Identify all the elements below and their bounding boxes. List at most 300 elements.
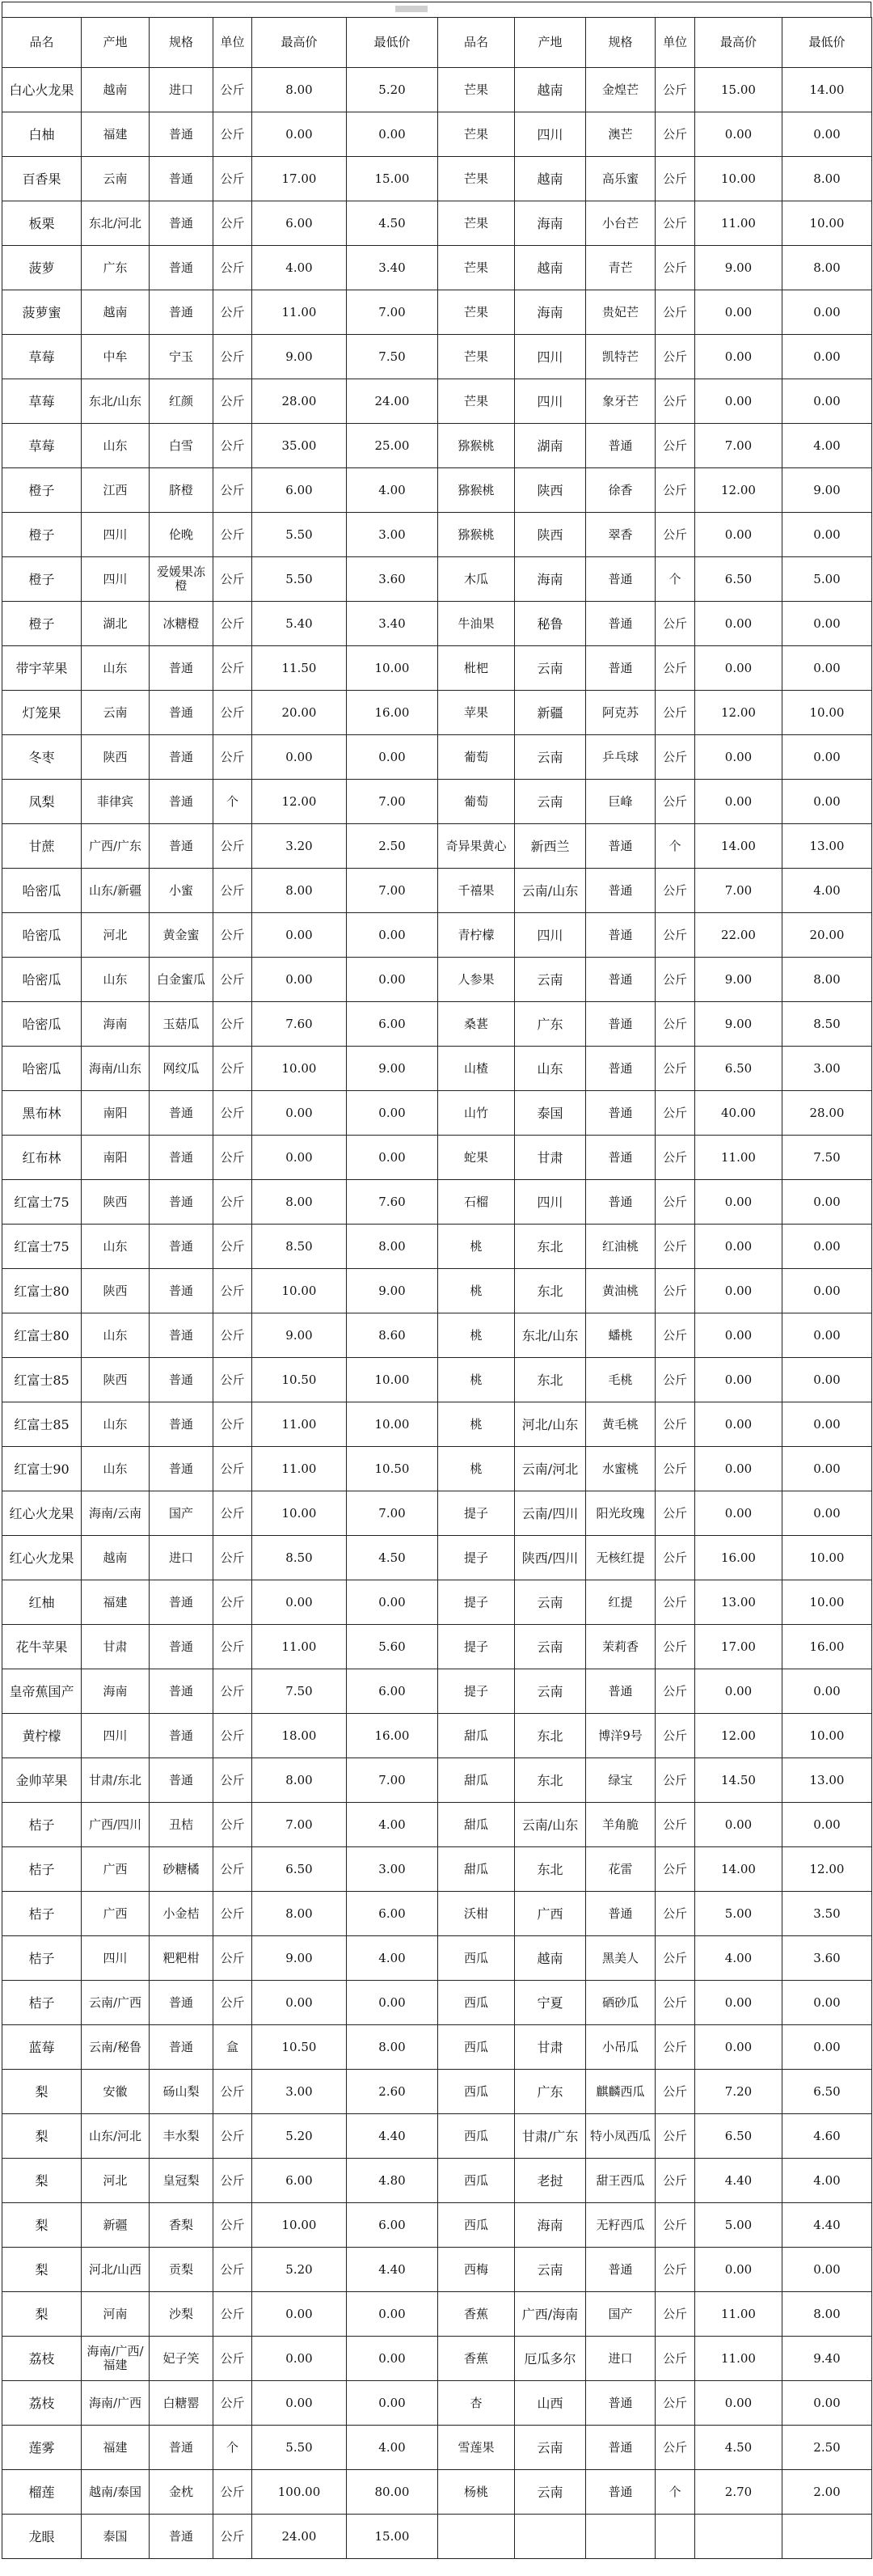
cell-name-left: 红富士85	[2, 1358, 82, 1402]
cell-name-right: 杏	[438, 2381, 515, 2426]
table-body	[2, 68, 872, 2559]
cell-min-price-left: 10.50	[347, 1447, 438, 1491]
cell-unit-right: 公斤	[656, 513, 695, 557]
cell-unit-right: 公斤	[656, 1269, 695, 1313]
cell-name-right: 葡萄	[438, 780, 515, 824]
cell-name-left: 哈密瓜	[2, 913, 82, 958]
cell-min-price-right: 0.00	[782, 1313, 872, 1358]
table-row	[2, 780, 872, 824]
table-row	[2, 1136, 872, 1180]
header-origin-right: 产地	[515, 18, 586, 68]
cell-max-price-left: 12.00	[252, 780, 347, 824]
cell-origin-left: 广东	[82, 246, 150, 290]
cell-name-left: 金帅苹果	[2, 1758, 82, 1803]
cell-unit-left: 公斤	[213, 468, 252, 513]
cell-max-price-right: 12.00	[695, 468, 782, 513]
cell-min-price-right: 4.00	[782, 869, 872, 913]
cell-max-price-left: 11.50	[252, 646, 347, 691]
cell-spec-left: 白糖罂	[150, 2381, 213, 2426]
cell-max-price-left: 9.00	[252, 1313, 347, 1358]
cell-spec-left: 白雪	[150, 424, 213, 468]
cell-name-left: 莲雾	[2, 2426, 82, 2470]
cell-min-price-right: 0.00	[782, 335, 872, 379]
cell-min-price-left: 0.00	[347, 1981, 438, 2025]
cell-origin-right: 东北	[515, 1225, 586, 1269]
cell-spec-left: 普通	[150, 824, 213, 869]
cell-unit-right: 公斤	[656, 68, 695, 112]
cell-unit-left: 公斤	[213, 869, 252, 913]
table-row	[2, 335, 872, 379]
table-row	[2, 246, 872, 290]
cell-origin-right: 云南/山东	[515, 1803, 586, 1847]
sheet-top-strip	[2, 2, 871, 17]
cell-spec-right: 麒麟西瓜	[586, 2070, 656, 2114]
table-row	[2, 1714, 872, 1758]
cell-min-price-left: 4.00	[347, 1936, 438, 1981]
cell-max-price-left: 24.00	[252, 2515, 347, 2559]
cell-name-right: 芒果	[438, 112, 515, 157]
cell-min-price-left: 7.00	[347, 1491, 438, 1536]
cell-spec-left: 红颜	[150, 379, 213, 424]
cell-spec-right: 特小凤西瓜	[586, 2114, 656, 2159]
cell-spec-left: 普通	[150, 157, 213, 201]
cell-unit-left: 公斤	[213, 824, 252, 869]
cell-name-left: 榴莲	[2, 2470, 82, 2515]
cell-spec-left: 普通	[150, 2426, 213, 2470]
cell-spec-left: 冰糖橙	[150, 602, 213, 646]
cell-max-price-right: 0.00	[695, 1269, 782, 1313]
cell-min-price-right: 0.00	[782, 1402, 872, 1447]
cell-spec-right: 蟠桃	[586, 1313, 656, 1358]
cell-name-right: 芒果	[438, 379, 515, 424]
cell-origin-left: 河北/山西	[82, 2248, 150, 2292]
cell-max-price-left: 8.00	[252, 1758, 347, 1803]
cell-max-price-left: 4.00	[252, 246, 347, 290]
cell-origin-right: 云南	[515, 2426, 586, 2470]
cell-unit-right: 公斤	[656, 1536, 695, 1580]
cell-name-left: 荔枝	[2, 2381, 82, 2426]
cell-origin-left: 海南	[82, 1002, 150, 1047]
cell-name-left: 哈密瓜	[2, 1047, 82, 1091]
cell-spec-left: 妃子笑	[150, 2337, 213, 2381]
cell-name-right: 芒果	[438, 246, 515, 290]
cell-spec-right: 羊角脆	[586, 1803, 656, 1847]
cell-origin-right: 新西兰	[515, 824, 586, 869]
cell-name-right: 奇异果黄心	[438, 824, 515, 869]
cell-origin-right: 山西	[515, 2381, 586, 2426]
header-unit-right: 单位	[656, 18, 695, 68]
cell-min-price-left: 6.00	[347, 1002, 438, 1047]
cell-name-left: 桔子	[2, 1892, 82, 1936]
cell-max-price-right: 11.00	[695, 201, 782, 246]
cell-min-price-left: 16.00	[347, 691, 438, 735]
cell-max-price-left: 10.00	[252, 1269, 347, 1313]
cell-min-price-right: 0.00	[782, 1669, 872, 1714]
cell-spec-left: 网纹瓜	[150, 1047, 213, 1091]
cell-name-right: 桃	[438, 1269, 515, 1313]
cell-unit-left: 公斤	[213, 913, 252, 958]
cell-min-price-left: 4.00	[347, 468, 438, 513]
cell-spec-left: 爱媛果冻橙	[150, 557, 213, 602]
cell-spec-left: 普通	[150, 290, 213, 335]
cell-unit-right	[656, 2515, 695, 2559]
cell-min-price-left: 0.00	[347, 2337, 438, 2381]
cell-min-price-right: 9.40	[782, 2337, 872, 2381]
cell-max-price-right: 0.00	[695, 735, 782, 780]
cell-name-left: 红富士75	[2, 1225, 82, 1269]
cell-unit-left: 公斤	[213, 1936, 252, 1981]
cell-unit-left: 公斤	[213, 1892, 252, 1936]
cell-unit-right: 公斤	[656, 2114, 695, 2159]
cell-min-price-right: 13.00	[782, 1758, 872, 1803]
cell-origin-right: 云南	[515, 780, 586, 824]
cell-spec-right: 博洋9号	[586, 1714, 656, 1758]
cell-min-price-right: 0.00	[782, 513, 872, 557]
cell-spec-right: 黄油桃	[586, 1269, 656, 1313]
cell-name-left: 梨	[2, 2070, 82, 2114]
cell-name-right: 桃	[438, 1402, 515, 1447]
cell-spec-right: 普通	[586, 1892, 656, 1936]
cell-min-price-right: 0.00	[782, 379, 872, 424]
cell-spec-right: 无籽西瓜	[586, 2203, 656, 2248]
cell-name-left: 哈密瓜	[2, 869, 82, 913]
cell-min-price-right: 0.00	[782, 1491, 872, 1536]
cell-name-left: 红心火龙果	[2, 1491, 82, 1536]
cell-spec-left: 粑粑柑	[150, 1936, 213, 1981]
cell-spec-right: 普通	[586, 958, 656, 1002]
cell-max-price-right: 12.00	[695, 691, 782, 735]
cell-unit-right: 公斤	[656, 1714, 695, 1758]
cell-spec-right: 巨峰	[586, 780, 656, 824]
cell-origin-left: 泰国	[82, 2515, 150, 2559]
cell-unit-left: 公斤	[213, 1180, 252, 1225]
cell-spec-right: 普通	[586, 1047, 656, 1091]
cell-name-right: 桃	[438, 1358, 515, 1402]
cell-spec-right: 翠香	[586, 513, 656, 557]
cell-name-right: 沃柑	[438, 1892, 515, 1936]
cell-spec-right: 红提	[586, 1580, 656, 1625]
cell-spec-right: 普通	[586, 2426, 656, 2470]
table-row	[2, 424, 872, 468]
cell-max-price-left: 6.50	[252, 1847, 347, 1892]
cell-spec-right: 绿宝	[586, 1758, 656, 1803]
cell-name-right: 提子	[438, 1536, 515, 1580]
cell-min-price-right: 13.00	[782, 824, 872, 869]
cell-name-left: 冬枣	[2, 735, 82, 780]
cell-name-left: 橙子	[2, 602, 82, 646]
cell-name-right: 桑葚	[438, 1002, 515, 1047]
table-row	[2, 1491, 872, 1536]
cell-unit-right: 个	[656, 557, 695, 602]
cell-unit-right: 公斤	[656, 1180, 695, 1225]
cell-max-price-left: 6.00	[252, 2159, 347, 2203]
cell-spec-left: 普通	[150, 1981, 213, 2025]
cell-min-price-left: 2.60	[347, 2070, 438, 2114]
cell-max-price-right: 0.00	[695, 1225, 782, 1269]
cell-max-price-right: 6.50	[695, 2114, 782, 2159]
cell-max-price-left: 35.00	[252, 424, 347, 468]
cell-unit-left: 公斤	[213, 1625, 252, 1669]
cell-name-right: 甜瓜	[438, 1803, 515, 1847]
cell-name-left: 红柚	[2, 1580, 82, 1625]
cell-max-price-left: 5.40	[252, 602, 347, 646]
cell-spec-right: 黑美人	[586, 1936, 656, 1981]
cell-min-price-right: 12.00	[782, 1847, 872, 1892]
cell-max-price-left: 10.00	[252, 1047, 347, 1091]
cell-spec-left: 普通	[150, 1758, 213, 1803]
cell-unit-right: 个	[656, 824, 695, 869]
cell-origin-right: 四川	[515, 379, 586, 424]
cell-min-price-right: 16.00	[782, 1625, 872, 1669]
table-row	[2, 1225, 872, 1269]
table-row	[2, 557, 872, 602]
cell-max-price-left: 8.00	[252, 1892, 347, 1936]
cell-max-price-right: 9.00	[695, 958, 782, 1002]
cell-max-price-left: 5.50	[252, 557, 347, 602]
cell-min-price-right: 0.00	[782, 112, 872, 157]
cell-unit-left: 公斤	[213, 602, 252, 646]
cell-min-price-left: 8.00	[347, 1225, 438, 1269]
cell-max-price-right: 15.00	[695, 68, 782, 112]
cell-min-price-left: 0.00	[347, 2381, 438, 2426]
cell-max-price-right: 13.00	[695, 1580, 782, 1625]
cell-name-left: 红富士75	[2, 1180, 82, 1225]
cell-max-price-right: 0.00	[695, 1447, 782, 1491]
table-row	[2, 2292, 872, 2337]
cell-min-price-left: 10.00	[347, 646, 438, 691]
cell-unit-right: 公斤	[656, 335, 695, 379]
cell-origin-left: 海南	[82, 1669, 150, 1714]
cell-origin-left: 越南/泰国	[82, 2470, 150, 2515]
cell-max-price-left: 10.00	[252, 1491, 347, 1536]
cell-spec-right: 小吊瓜	[586, 2025, 656, 2070]
cell-spec-left: 普通	[150, 112, 213, 157]
cell-name-left: 桔子	[2, 1803, 82, 1847]
cell-name-left: 百香果	[2, 157, 82, 201]
table-row	[2, 735, 872, 780]
cell-unit-right: 公斤	[656, 290, 695, 335]
cell-min-price-left: 25.00	[347, 424, 438, 468]
cell-name-right: 西瓜	[438, 1981, 515, 2025]
cell-max-price-right: 10.00	[695, 157, 782, 201]
cell-spec-left: 普通	[150, 735, 213, 780]
cell-unit-right: 公斤	[656, 1892, 695, 1936]
cell-unit-right: 公斤	[656, 1136, 695, 1180]
cell-unit-left: 公斤	[213, 1714, 252, 1758]
cell-spec-left: 玉菇瓜	[150, 1002, 213, 1047]
cell-max-price-left: 7.60	[252, 1002, 347, 1047]
cell-origin-right: 厄瓜多尔	[515, 2337, 586, 2381]
cell-origin-left: 越南	[82, 1536, 150, 1580]
table-row	[2, 1536, 872, 1580]
cell-unit-left: 公斤	[213, 958, 252, 1002]
cell-min-price-right: 0.00	[782, 602, 872, 646]
cell-unit-left: 公斤	[213, 1758, 252, 1803]
cell-max-price-right: 0.00	[695, 2025, 782, 2070]
cell-unit-right: 公斤	[656, 424, 695, 468]
table-row	[2, 2426, 872, 2470]
cell-origin-left: 云南/秘鲁	[82, 2025, 150, 2070]
cell-unit-right: 公斤	[656, 2426, 695, 2470]
cell-min-price-left: 7.00	[347, 290, 438, 335]
cell-spec-left: 皇冠梨	[150, 2159, 213, 2203]
cell-spec-right: 普通	[586, 1002, 656, 1047]
cell-name-left: 桔子	[2, 1847, 82, 1892]
cell-spec-right: 乒乓球	[586, 735, 656, 780]
cell-unit-left: 公斤	[213, 2070, 252, 2114]
cell-spec-right: 花雷	[586, 1847, 656, 1892]
cell-max-price-left: 0.00	[252, 1136, 347, 1180]
cell-min-price-left: 3.00	[347, 513, 438, 557]
header-spec-right: 规格	[586, 18, 656, 68]
cell-name-right: 杨桃	[438, 2470, 515, 2515]
cell-max-price-right: 22.00	[695, 913, 782, 958]
cell-name-left: 梨	[2, 2248, 82, 2292]
cell-spec-right: 普通	[586, 913, 656, 958]
cell-spec-right: 红油桃	[586, 1225, 656, 1269]
cell-name-left: 草莓	[2, 335, 82, 379]
cell-spec-right: 凯特芒	[586, 335, 656, 379]
cell-unit-left: 公斤	[213, 1358, 252, 1402]
cell-spec-left: 小蜜	[150, 869, 213, 913]
cell-min-price-right: 7.50	[782, 1136, 872, 1180]
cell-unit-left: 公斤	[213, 201, 252, 246]
cell-spec-right: 阳光玫瑰	[586, 1491, 656, 1536]
cell-spec-right: 普通	[586, 1136, 656, 1180]
table-row	[2, 1047, 872, 1091]
cell-min-price-right: 4.00	[782, 2159, 872, 2203]
cell-min-price-left: 4.00	[347, 1803, 438, 1847]
cell-min-price-right: 3.50	[782, 1892, 872, 1936]
cell-spec-right: 毛桃	[586, 1358, 656, 1402]
cell-origin-right: 越南	[515, 246, 586, 290]
cell-unit-right: 公斤	[656, 646, 695, 691]
cell-min-price-right: 0.00	[782, 290, 872, 335]
cell-min-price-left: 0.00	[347, 1091, 438, 1136]
cell-spec-right: 普通	[586, 2248, 656, 2292]
cell-max-price-right: 0.00	[695, 290, 782, 335]
cell-min-price-left: 4.00	[347, 2426, 438, 2470]
cell-unit-left: 公斤	[213, 2203, 252, 2248]
cell-max-price-left: 8.00	[252, 1180, 347, 1225]
cell-name-right: 芒果	[438, 335, 515, 379]
table-row	[2, 157, 872, 201]
cell-spec-left: 普通	[150, 691, 213, 735]
cell-max-price-right: 0.00	[695, 1981, 782, 2025]
cell-spec-right: 普通	[586, 424, 656, 468]
cell-name-right: 苹果	[438, 691, 515, 735]
cell-max-price-right: 0.00	[695, 112, 782, 157]
cell-origin-left: 安徽	[82, 2070, 150, 2114]
cell-max-price-left: 5.50	[252, 2426, 347, 2470]
cell-min-price-left: 9.00	[347, 1269, 438, 1313]
cell-origin-left: 菲律宾	[82, 780, 150, 824]
cell-min-price-right: 8.00	[782, 2292, 872, 2337]
cell-origin-left: 山东	[82, 424, 150, 468]
cell-max-price-right: 0.00	[695, 379, 782, 424]
cell-unit-left: 公斤	[213, 2114, 252, 2159]
cell-unit-left: 公斤	[213, 735, 252, 780]
cell-unit-left: 公斤	[213, 1136, 252, 1180]
cell-origin-right: 越南	[515, 1936, 586, 1981]
cell-origin-right: 四川	[515, 112, 586, 157]
cell-min-price-right: 20.00	[782, 913, 872, 958]
cell-spec-left: 沙梨	[150, 2292, 213, 2337]
cell-origin-right: 山东	[515, 1047, 586, 1091]
cell-unit-left: 公斤	[213, 1002, 252, 1047]
cell-unit-left: 公斤	[213, 1491, 252, 1536]
fruit-price-table	[2, 17, 872, 2559]
cell-min-price-left: 9.00	[347, 1047, 438, 1091]
cell-spec-right: 普通	[586, 557, 656, 602]
cell-unit-right: 公斤	[656, 913, 695, 958]
cell-max-price-left: 0.00	[252, 1580, 347, 1625]
table-row	[2, 2025, 872, 2070]
cell-max-price-left: 8.50	[252, 1536, 347, 1580]
cell-spec-left: 普通	[150, 246, 213, 290]
cell-origin-left: 越南	[82, 290, 150, 335]
cell-min-price-right: 0.00	[782, 2025, 872, 2070]
cell-origin-right: 海南	[515, 290, 586, 335]
table-row	[2, 913, 872, 958]
cell-origin-right: 东北	[515, 1269, 586, 1313]
cell-unit-right: 公斤	[656, 2025, 695, 2070]
table-row	[2, 1936, 872, 1981]
cell-min-price-left: 80.00	[347, 2470, 438, 2515]
cell-max-price-left: 100.00	[252, 2470, 347, 2515]
cell-spec-right: 甜王西瓜	[586, 2159, 656, 2203]
table-row	[2, 1981, 872, 2025]
cell-min-price-right: 0.00	[782, 1269, 872, 1313]
table-row	[2, 1892, 872, 1936]
cell-spec-right: 象牙芒	[586, 379, 656, 424]
cell-origin-left: 山东/河北	[82, 2114, 150, 2159]
cell-origin-right: 云南	[515, 2470, 586, 2515]
cell-origin-right: 东北	[515, 1358, 586, 1402]
cell-min-price-right: 8.00	[782, 246, 872, 290]
cell-spec-right: 贵妃芒	[586, 290, 656, 335]
cell-spec-right: 金煌芒	[586, 68, 656, 112]
cell-origin-right: 云南	[515, 2248, 586, 2292]
cell-name-left: 梨	[2, 2114, 82, 2159]
cell-name-left: 灯笼果	[2, 691, 82, 735]
cell-spec-left: 普通	[150, 1180, 213, 1225]
cell-name-left: 橙子	[2, 513, 82, 557]
cell-unit-right: 公斤	[656, 1936, 695, 1981]
cell-min-price-left: 4.50	[347, 1536, 438, 1580]
cell-min-price-right: 3.60	[782, 1936, 872, 1981]
cell-min-price-right: 8.50	[782, 1002, 872, 1047]
cell-name-left: 桔子	[2, 1981, 82, 2025]
cell-name-right: 桃	[438, 1447, 515, 1491]
cell-unit-right: 公斤	[656, 1625, 695, 1669]
cell-origin-left: 河北	[82, 913, 150, 958]
cell-spec-left: 普通	[150, 1580, 213, 1625]
cell-unit-left: 个	[213, 780, 252, 824]
cell-origin-left: 南阳	[82, 1136, 150, 1180]
cell-max-price-left: 20.00	[252, 691, 347, 735]
cell-spec-left: 普通	[150, 1091, 213, 1136]
cell-max-price-right: 16.00	[695, 1536, 782, 1580]
cell-origin-right: 云南	[515, 958, 586, 1002]
cell-origin-left: 甘肃/东北	[82, 1758, 150, 1803]
cell-min-price-right: 10.00	[782, 1580, 872, 1625]
cell-unit-right: 公斤	[656, 1091, 695, 1136]
cell-origin-right: 四川	[515, 335, 586, 379]
cell-spec-left: 普通	[150, 2025, 213, 2070]
cell-max-price-right: 4.40	[695, 2159, 782, 2203]
cell-min-price-left: 0.00	[347, 2292, 438, 2337]
